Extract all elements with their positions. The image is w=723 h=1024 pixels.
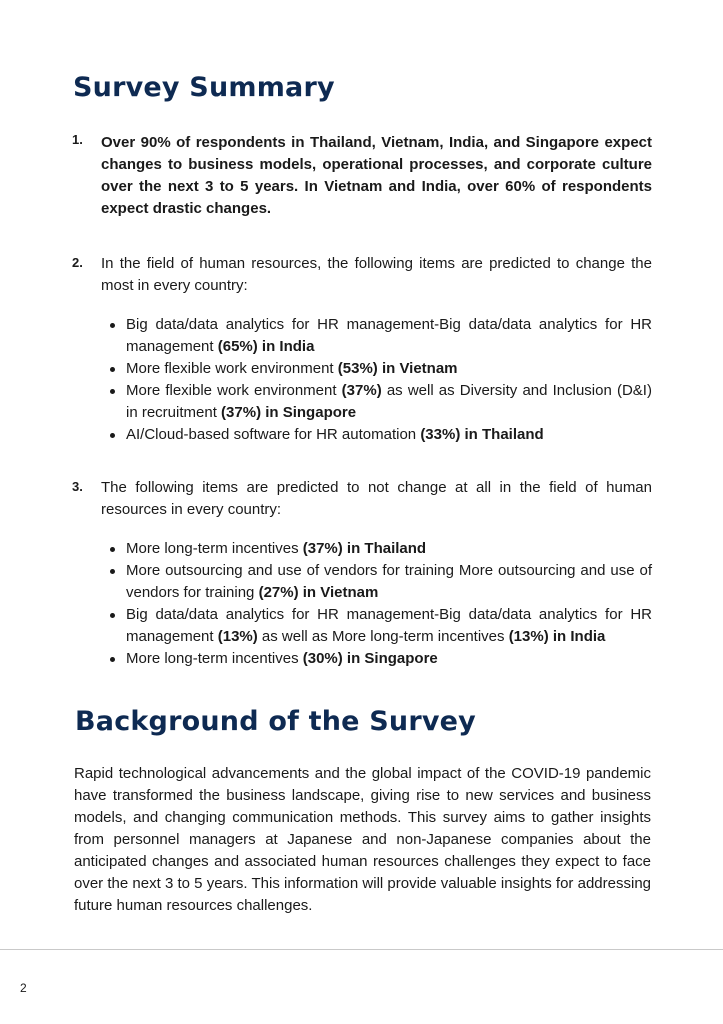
- summary-item-3: [72, 477, 652, 521]
- footer-divider: [0, 949, 723, 950]
- item-number: 2.: [72, 255, 83, 270]
- list-item: More long-term incentives (37%) in Thailand: [107, 538, 652, 560]
- list-item: More long-term incentives (30%) in Singapore: [107, 648, 652, 670]
- item-text: Over 90% of respondents in Thailand, Vietnam, India, and Singapore expect changes to business models, operational processes, and corporate culture over the next 3 to 5 years. In Vietnam and India, over 60% of respondents expect drastic changes.: [101, 134, 652, 217]
- background-heading: Background of the Survey: [75, 706, 476, 737]
- item-number: 3.: [72, 479, 83, 494]
- list-item: More flexible work environment (53%) in Vietnam: [107, 358, 652, 380]
- list-item: More outsourcing and use of vendors for training More outsourcing and use of vendors for training (27%) in Vietnam: [107, 560, 652, 604]
- background-paragraph: Rapid technological advancements and the global impact of the COVID-19 pandemic have transformed the business landscape, giving rise to new services and business models, and changing communication methods. This survey aims to gather insights from personnel managers at Japanese and non-Japanese companies about the anticipated changes and associated human resources challenges they expect to face over the next 3 to 5 years. This information will provide valuable insights for addressing future human resources challenges.: [74, 765, 651, 914]
- list-item: Big data/data analytics for HR management-Big data/data analytics for HR management (65%) in India: [107, 314, 652, 358]
- item-text: In the field of human resources, the following items are predicted to change the most in every country:: [101, 255, 652, 294]
- summary-item-1: [72, 132, 652, 220]
- survey-summary-heading: Survey Summary: [73, 72, 335, 103]
- item-text: The following items are predicted to not change at all in the field of human resources in every country:: [101, 479, 652, 518]
- list-item: Big data/data analytics for HR management-Big data/data analytics for HR management (13%) as well as More long-term incentives (13%) in India: [107, 604, 652, 648]
- list-item: AI/Cloud-based software for HR automation (33%) in Thailand: [107, 424, 652, 446]
- change-most-list: [107, 314, 652, 446]
- no-change-list: [107, 538, 652, 670]
- list-item: More flexible work environment (37%) as well as Diversity and Inclusion (D&I) in recruitment (37%) in Singapore: [107, 380, 652, 424]
- summary-item-2: [72, 253, 652, 297]
- item-number: 1.: [72, 132, 83, 147]
- page-number: 2: [20, 981, 27, 995]
